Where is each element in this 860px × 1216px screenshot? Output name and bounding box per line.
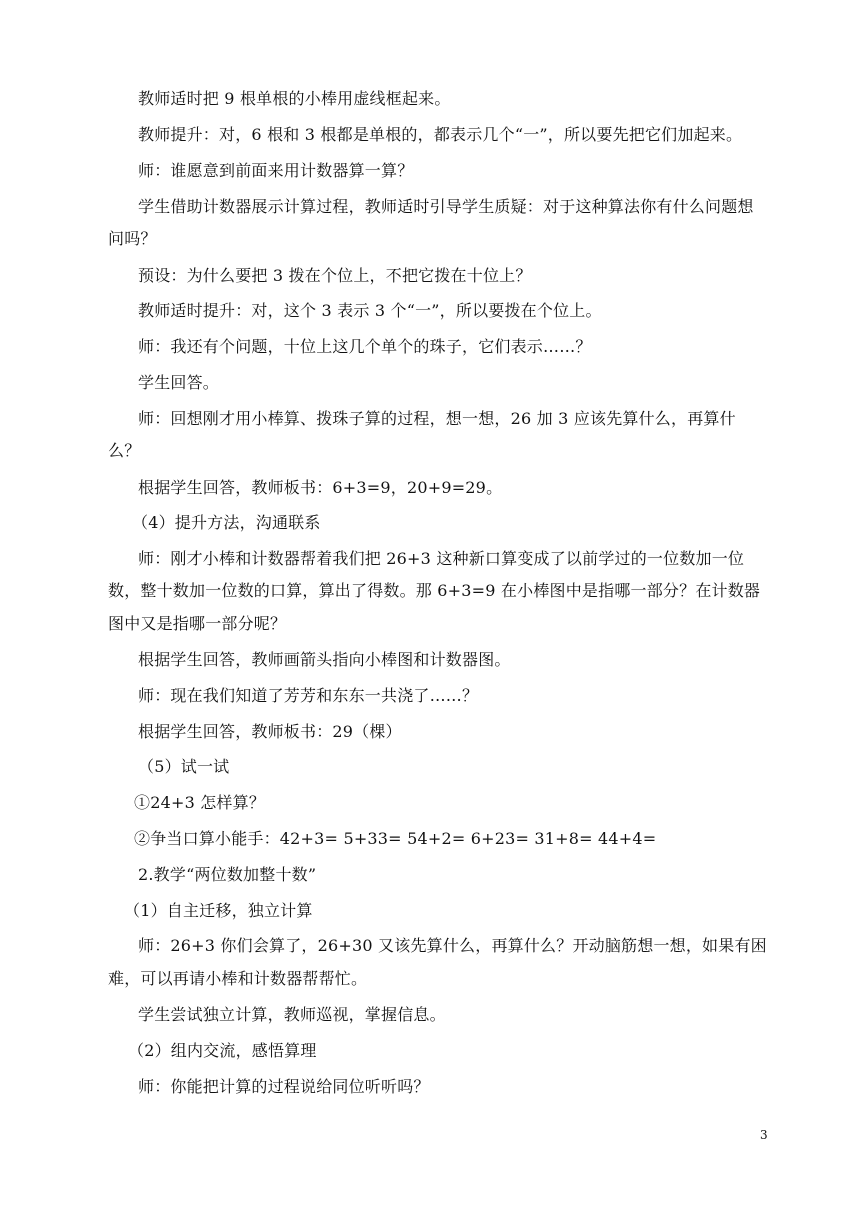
section-heading: （4）提升方法，沟通联系 bbox=[132, 513, 321, 533]
paragraph: 教师适时把 9 根单根的小棒用虚线框起来。 bbox=[138, 89, 451, 109]
paragraph: 根据学生回答，教师板书：29（棵） bbox=[138, 721, 402, 741]
paragraph: 师：26+3 你们会算了，26+30 又该先算什么，再算什么？开动脑筋想一想，如果有困难，可以再请小棒和计数器帮帮忙。 bbox=[108, 936, 767, 988]
paragraph: 师：刚才小棒和计数器帮着我们把 26+3 这种新口算变成了以前学过的一位数加一位数，整十数加一位数的口算，算出了得数。那 6+3=9 在小棒图中是指哪一部分？在计数器图中又是指哪一部分呢？ bbox=[108, 549, 761, 633]
list-item: ②争当口算小能手：42+3= 5+33= 54+2= 6+23= 31+8= 44+4= bbox=[134, 829, 657, 848]
paragraph: 学生回答。 bbox=[138, 373, 220, 393]
paragraph: 根据学生回答，教师板书：6+3=9，20+9=29。 bbox=[138, 477, 503, 497]
paragraph: 师：我还有个问题，十位上这几个单个的珠子，它们表示……？ bbox=[138, 337, 592, 357]
section-heading: 2.教学“两位数加整十数” bbox=[138, 864, 317, 884]
paragraph: 师：现在我们知道了芳芳和东东一共浇了……？ bbox=[138, 685, 479, 705]
paragraph: 预设：为什么要把 3 拨在个位上，不把它拨在十位上？ bbox=[138, 265, 532, 285]
section-heading: （5）试一试 bbox=[138, 757, 230, 777]
paragraph: 学生借助计数器展示计算过程，教师适时引导学生质疑：对于这种算法你有什么问题想问吗？ bbox=[108, 196, 754, 249]
section-heading: （2）组内交流，感悟算理 bbox=[128, 1040, 317, 1060]
paragraph: 教师提升：对，6 根和 3 根都是单根的，都表示几个“一”，所以要先把它们加起来。 bbox=[138, 125, 743, 145]
paragraph: 教师适时提升：对，这个 3 表示 3 个“一”，所以要拨在个位上。 bbox=[138, 301, 602, 321]
paragraph: 师：你能把计算的过程说给同位听听吗？ bbox=[138, 1076, 430, 1096]
list-item: ①24+3 怎样算？ bbox=[134, 793, 266, 813]
paragraph: 师：回想刚才用小棒算、拨珠子算的过程，想一想，26 加 3 应该先算什么，再算什么？ bbox=[108, 408, 736, 461]
paragraph: 根据学生回答，教师画箭头指向小棒图和计数器图。 bbox=[138, 650, 511, 670]
section-heading: （1）自主迁移，独立计算 bbox=[124, 900, 313, 920]
page-number: 3 bbox=[760, 1128, 768, 1142]
paragraph: 学生尝试独立计算，教师巡视，掌握信息。 bbox=[138, 1005, 446, 1025]
paragraph: 师：谁愿意到前面来用计数器算一算？ bbox=[138, 161, 414, 181]
